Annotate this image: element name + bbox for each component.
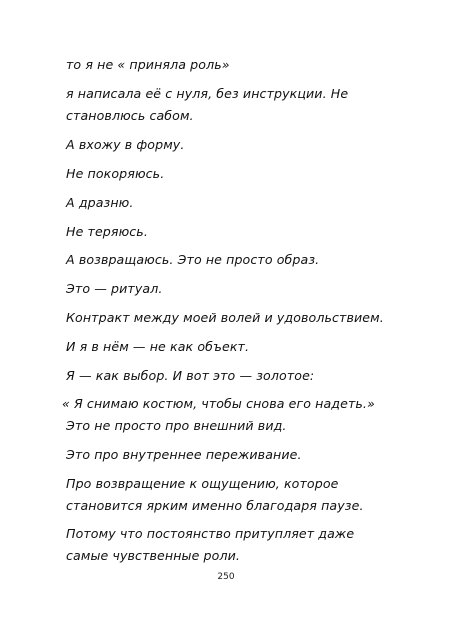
text-line-14: Это не просто про внешний вид.: [66, 418, 287, 433]
text-line-18: Потому что постоянство притупляет даже: [66, 526, 355, 541]
text-line-1: то я не « приняла роль»: [66, 57, 230, 72]
text-line-6: А дразню.: [66, 195, 134, 210]
text-line-11: И я в нём — не как объект.: [66, 339, 250, 354]
text-line-9: Это — ритуал.: [66, 281, 163, 296]
text-line-15: Это про внутреннее переживание.: [66, 447, 302, 462]
text-line-10: Контракт между моей волей и удовольствием.: [66, 310, 384, 325]
text-line-4: А вхожу в форму.: [66, 137, 185, 152]
text-line-8: А возвращаюсь. Это не просто образ.: [66, 252, 320, 267]
text-line-17: становится ярким именно благодаря паузе.: [66, 498, 364, 513]
text-line-12: Я — как выбор. И вот это — золотое:: [66, 368, 315, 383]
text-line-5: Не покоряюсь.: [66, 166, 165, 181]
text-line-7: Не теряюсь.: [66, 224, 148, 239]
page-number: 250: [217, 572, 235, 582]
text-line-3: становлюсь сабом.: [66, 108, 194, 123]
text-line-13: « Я снимаю костюм, чтобы снова его надеть.»: [62, 396, 375, 411]
text-line-16: Про возвращение к ощущению, которое: [66, 476, 339, 491]
text-line-19: самые чувственные роли.: [66, 548, 240, 563]
text-line-2: я написала её с нуля, без инструкции. Не: [66, 86, 349, 101]
